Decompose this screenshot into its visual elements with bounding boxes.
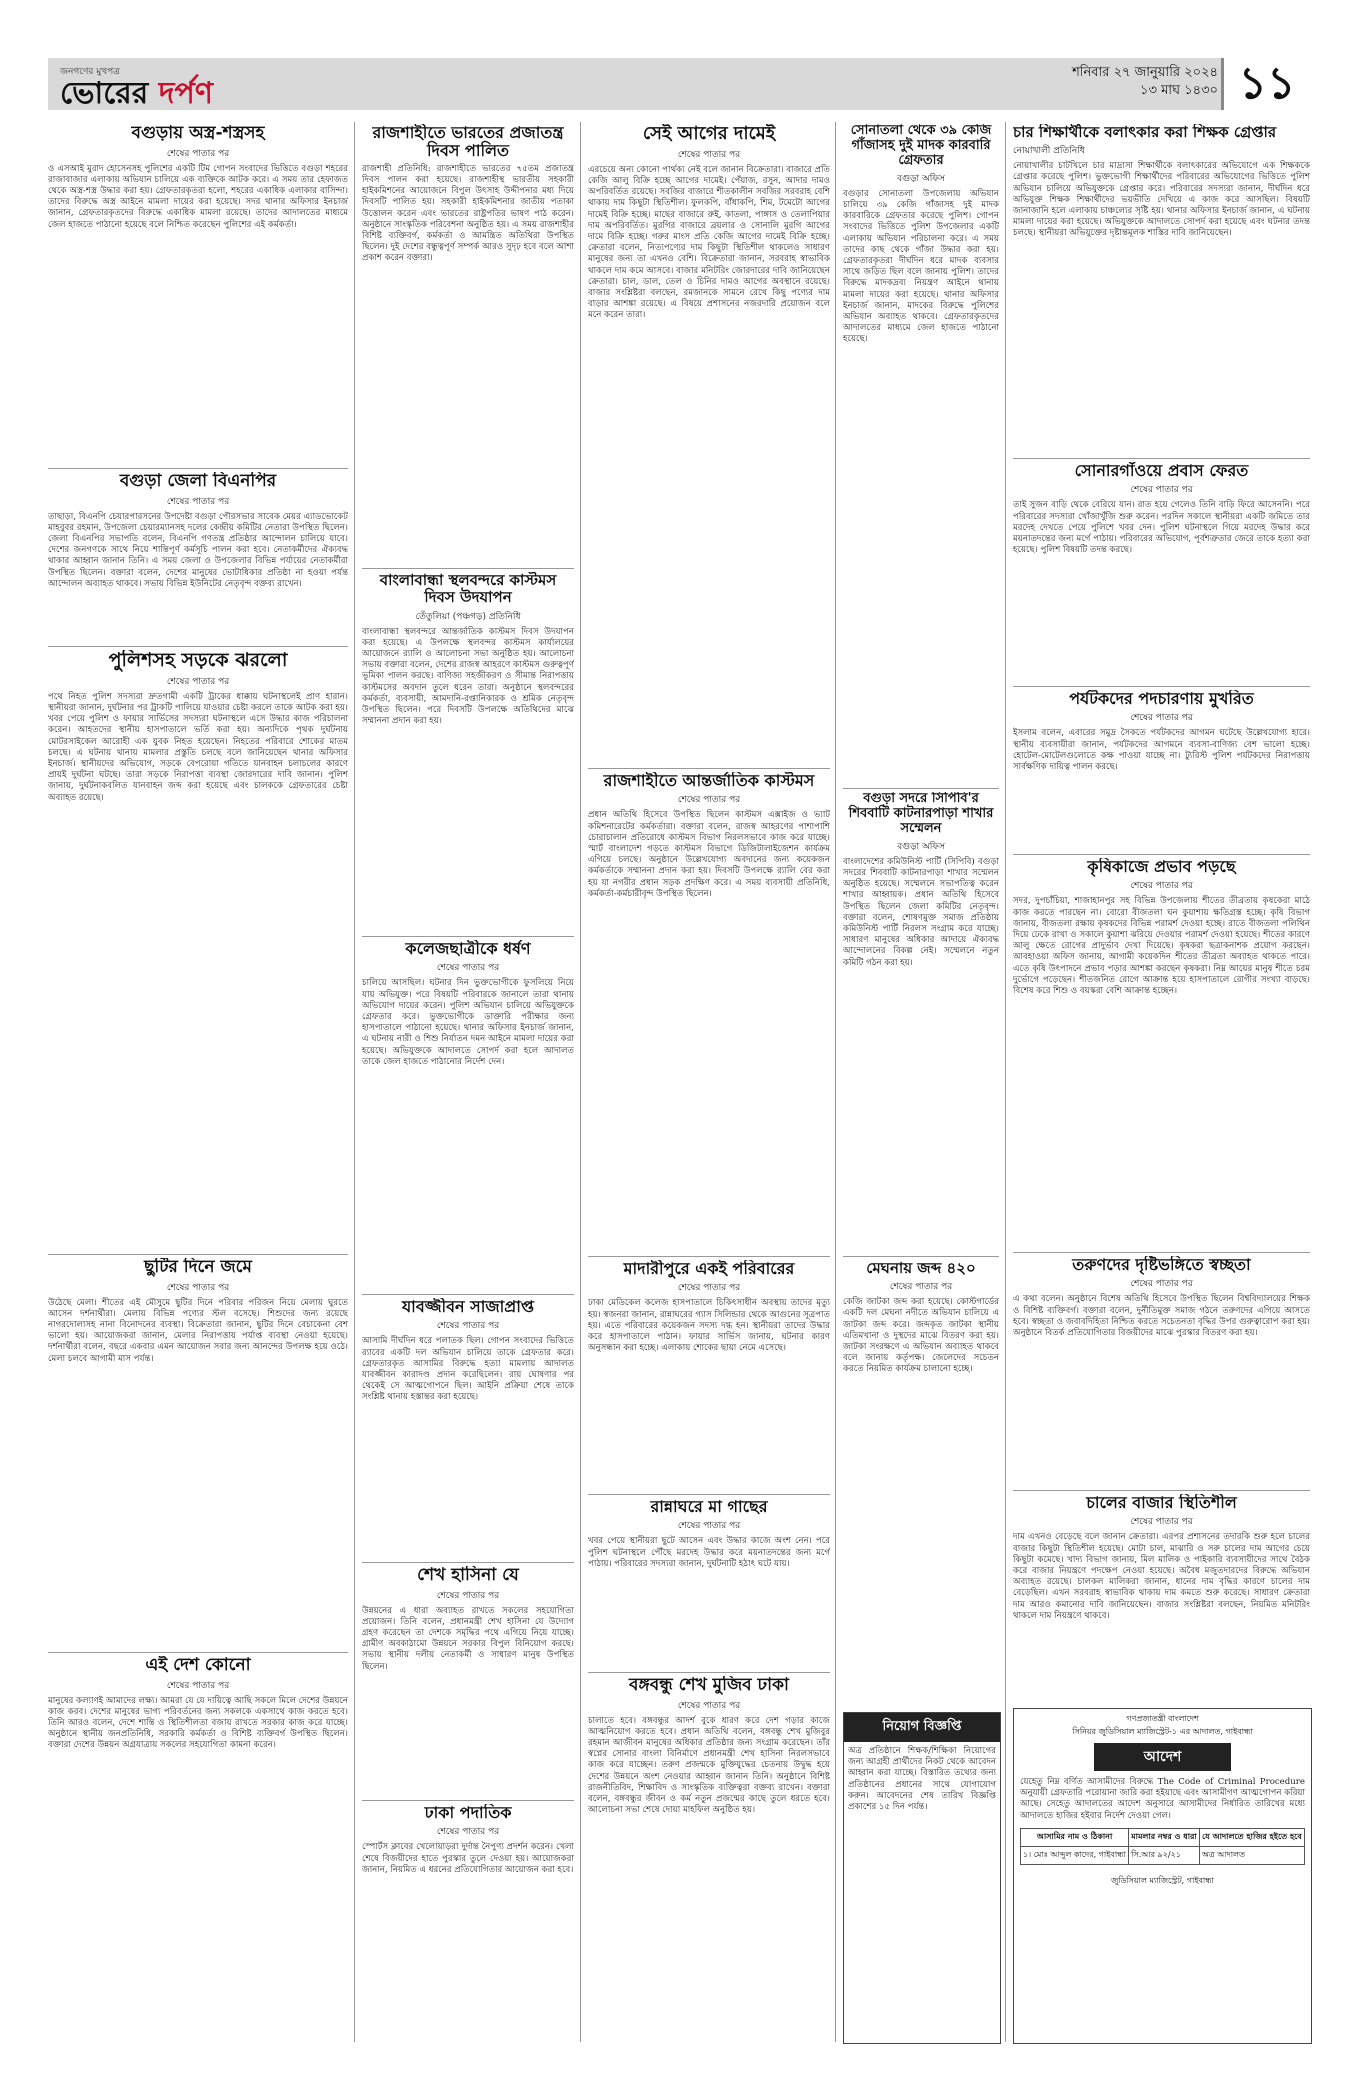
table-header: মামলার নম্বর ও ধারা bbox=[1129, 1828, 1200, 1846]
story-divider bbox=[588, 768, 830, 769]
story-divider bbox=[48, 646, 348, 647]
story-body: পথে নিহত পুলিশ সদস্যরা দ্রুতগামী একটি ট্রাকের ধাক্কায় ঘটনাস্থলেই প্রাণ হারান। স্থানীয়রা জানান, দুর্ঘটনার পর ট্রাকটি পালিয়ে যাওয়ার চেষ্টা করলে তাকে আটক করা হয়। খবর পেয়ে পুলিশ ও ফায়ার সার্ভিসের সদস্যরা ঘটনাস্থলে এসে উদ্ধার কাজ পরিচালনা করেন। আহতদের স্থানীয় হাসপাতালে ভর্তি করা হয়। অন্যদিকে পৃথক দুর্ঘটনায় মোটরসাইকেল আরোহী এক যুবক নিহত হয়েছেন। নিহতের পরিবারে শোকের মাতম চলছে। এ ঘটনায় থানায় মামলার প্রস্তুতি চলছে বলে জানিয়েছেন থানার অফিসার ইনচার্জ। স্থানীয়দের অভিযোগ, সড়কে বেপরোয়া গতিতে যানবাহন চলাচলের কারণে প্রায়ই দুর্ঘটনা ঘটছে। তারা সড়কে নিরাপত্তা ব্যবস্থা জোরদারের দাবি জানান। পুলিশ জানায়, দুর্ঘটনাকবলিত যানবাহন জব্দ করা হয়েছে এবং চালককে গ্রেফতারের চেষ্টা অব্যাহত রয়েছে। bbox=[48, 691, 348, 803]
story-life-sentence bbox=[362, 1298, 574, 1558]
story-body: ও এসআই মুরাদ হোসেনসহ পুলিশের একটি টিম গোপন সংবাদের ভিত্তিতে বগুড়া শহরের রাজাবাজার এলাকায় অভিযান চালিয়ে এক ব্যক্তিকে আটক করে। এ সময় তার হেফাজত থেকে অস্ত্র-শস্ত্র উদ্ধার করা হয়। গ্রেফতারকৃতরা হলো, শহরের একাধিক এলাকার বাসিন্দা। তাদের বিরুদ্ধে অস্ত্র আইনে মামলা দায়ের করা হয়েছে। সদর থানার অফিসার ইনচার্জ জানান, গ্রেফতারকৃতদের বিরুদ্ধে একাধিক মামলা রয়েছে। তাদের আদালতের মাধ্যমে জেল হাজতে পাঠানো হয়েছে বলে নিশ্চিত করেছেন পুলিশের এই কর্মকর্তা। bbox=[48, 163, 348, 230]
story-body: আসামি দীর্ঘদিন ধরে পলাতক ছিল। গোপন সংবাদের ভিত্তিতে র‍্যাবের একটি দল অভিযান চালিয়ে তাকে গ্রেফতার করে। গ্রেফতারকৃত আসামির বিরুদ্ধে হত্যা মামলায় আদালত যাবজ্জীবন কারাদণ্ড প্রদান করেছিলেন। রায় ঘোষণার পর থেকেই সে আত্মগোপনে ছিল। আইনি প্রক্রিয়া শেষে তাকে সংশ্লিষ্ট থানায় হস্তান্তর করা হয়েছে। bbox=[362, 1336, 574, 1403]
story-headline: বঙ্গবন্ধু শেখ মুজিব ঢাকা bbox=[629, 1676, 789, 1695]
story-body: মানুষের কল্যাণই আমাদের লক্ষ্য। আমরা যে যে দায়িত্বে আছি সকলে মিলে দেশের উন্নয়নে কাজ করব। দেশের মানুষের ভাগ্য পরিবর্তনের জন্য সকলকে একসাথে কাজ করতে হবে। তিনি আরও বলেন, দেশে শান্তি ও স্থিতিশীলতা বজায় রাখতে সরকার কাজ করে যাচ্ছে। অনুষ্ঠানে স্থানীয় জনপ্রতিনিধি, সরকারি কর্মকর্তা ও বিশিষ্ট ব্যক্তিবর্গ উপস্থিত ছিলেন। বক্তারা দেশের উন্নয়ন অগ্রযাত্রায় সকলের সহযোগিতা কামনা করেন। bbox=[48, 1695, 348, 1751]
story-divider bbox=[1013, 458, 1310, 459]
story-rajshahi-customs bbox=[588, 772, 830, 1252]
story-continued: শেষের পাতার পর bbox=[166, 148, 230, 159]
page-number: ১১ bbox=[1221, 58, 1310, 110]
column-rule bbox=[354, 122, 355, 2042]
story-continued: শেষের পাতার পর bbox=[166, 676, 230, 687]
story-continued: শেষের পাতার পর bbox=[889, 1282, 953, 1293]
story-continued: শেষের পাতার পর bbox=[1130, 1279, 1193, 1290]
story-continued: শেষের পাতার পর bbox=[677, 1283, 741, 1294]
story-body: বাংলাদেশের কমিউনিস্ট পার্টি (সিপিবি) বগুড়া সদরের শিববাটি কাটনারপাড়া শাখার সম্মেলন অনুষ্ঠিত হয়েছে। সম্মেলনে সভাপতিত্ব করেন শাখার আহ্বায়ক। প্রধান অতিথি হিসেবে উপস্থিত ছিলেন জেলা কমিটির নেতৃবৃন্দ। বক্তারা বলেন, শোষণমুক্ত সমাজ প্রতিষ্ঠায় কমিউনিস্ট পার্টি নিরলস সংগ্রাম করে যাচ্ছে। সাধারণ মানুষের অধিকার আদায়ে ঐক্যবদ্ধ আন্দোলনের বিকল্প নেই। সম্মেলনে নতুন কমিটি গঠন করা হয়। bbox=[843, 856, 999, 968]
masthead bbox=[48, 58, 1310, 110]
story-headline: চালের বাজার স্থিতিশীল bbox=[1086, 1494, 1237, 1512]
story-headline: রাজশাহীতে আন্তর্জাতিক কাস্টমস bbox=[603, 772, 815, 790]
story-continued: শেষের পাতার পর bbox=[436, 1321, 500, 1332]
job-notice bbox=[843, 1712, 1001, 2044]
story-headline: সেই আগের দামেই bbox=[642, 124, 776, 144]
court-order-table bbox=[1020, 1828, 1305, 1865]
story-agriculture bbox=[1013, 858, 1310, 1248]
logo-black: ভোরের bbox=[60, 76, 149, 111]
column-rule bbox=[1005, 122, 1006, 2042]
story-continued: শেষের পাতার পর bbox=[677, 1521, 741, 1532]
story-body: প্রধান অতিথি হিসেবে উপস্থিত ছিলেন কাস্টমস এক্সাইজ ও ভ্যাট কমিশনারেটের কর্মকর্তারা। বক্তারা বলেন, রাজস্ব আহরণের পাশাপাশি চোরাচালান প্রতিরোধে কাস্টমস বিভাগ নিরলসভাবে কাজ করে যাচ্ছে। স্মার্ট বাংলাদেশ গড়তে কাস্টমস বিভাগে ডিজিটালাইজেশন কার্যক্রম এগিয়ে চলছে। অনুষ্ঠানে উল্লেখযোগ্য অবদানের জন্য কয়েকজন কর্মকর্তাকে সম্মাননা প্রদান করা হয়। দিবসটি উপলক্ষে র‍্যালি বের করা হয় যা নগরীর প্রধান সড়ক প্রদক্ষিণ করে। এ সময় ব্যবসায়ী প্রতিনিধি, কর্মকর্তা-কর্মচারীবৃন্দ উপস্থিত ছিলেন। bbox=[588, 810, 830, 899]
story-divider bbox=[48, 1652, 348, 1653]
court-order-notice bbox=[1013, 1708, 1312, 2044]
story-continued: শেষের পাতার পর bbox=[166, 1282, 230, 1293]
story-continued: শেষের পাতার পর bbox=[677, 149, 741, 160]
story-headline: বাংলাবান্ধা স্থলবন্দরে কাস্টমস দিবস উদযাপন bbox=[379, 572, 557, 607]
story-body: সদর, দুপচাঁচিয়া, শাজাহানপুর সহ বিভিন্ন উপজেলায় শীতের তীব্রতায় কৃষকেরা মাঠে কাজ করতে পারছেন না। বোরো বীজতলা ঘন কুয়াশায় ক্ষতিগ্রস্ত হচ্ছে। কৃষি বিভাগ জানায়, বীজতলা রক্ষায় কৃষকদের বিভিন্ন পরামর্শ দেওয়া হচ্ছে। রাতে বীজতলা পলিথিন দিয়ে ঢেকে রাখা ও সকালে কুয়াশা ঝরিয়ে দেওয়ার পরামর্শ দেওয়া হয়েছে। শীতের কারণে আলু ক্ষেতে রোগের প্রাদুর্ভাব দেখা দিয়েছে। কৃষকরা ছত্রাকনাশক প্রয়োগ করছেন। আবহাওয়া অফিস জানায়, আগামী কয়েকদিন শীতের তীব্রতা অব্যাহত থাকতে পারে। এতে কৃষি উৎপাদনে প্রভাব পড়ার আশঙ্কা করছেন কৃষকরা। নিম্ন আয়ের মানুষ শীতে চরম দুর্ভোগে পড়েছেন। শীতজনিত রোগে আক্রান্ত হয়ে হাসপাতালে রোগীর সংখ্যা বাড়ছে। বিশেষ করে শিশু ও বয়স্করা বেশি আক্রান্ত হচ্ছেন। bbox=[1013, 896, 1310, 997]
logo-tagline: জনগণের মুখপত্র bbox=[60, 67, 120, 77]
story-body: এরচেয়ে অন্য কোনো পার্থক্য নেই বলে জানান বিক্রেতারা। বাজারে প্রতি কেজি আলু বিক্রি হচ্ছে আগের দামেই। পেঁয়াজ, রসুন, আদার দামও অপরিবর্তিত রয়েছে। সবজির বাজারে শীতকালীন সবজির সরবরাহ বেশি থাকায় দাম কিছুটা স্থিতিশীল। ফুলকপি, বাঁধাকপি, শিম, টমেটো আগের দামেই বিক্রি হচ্ছে। মাছের বাজারে রুই, কাতলা, পাঙ্গাস ও তেলাপিয়ার দাম অপরিবর্তিত। মুরগির বাজারে ব্রয়লার ও সোনালি মুরগি আগের দামে বিক্রি হচ্ছে। গরুর মাংস প্রতি কেজি আগের দামেই বিক্রি হচ্ছে। ক্রেতারা বলেন, নিত্যপণ্যের দাম কিছুটা স্থিতিশীল থাকলেও সাধারণ মানুষের জন্য তা এখনও বেশি। বিক্রেতারা জানান, সরবরাহ স্বাভাবিক থাকলে দাম কমে আসবে। বাজার মনিটরিং জোরদারের দাবি জানিয়েছেন ক্রেতারা। চাল, ডাল, তেল ও চিনির দামও আগের অবস্থানে রয়েছে। বাজার সংশ্লিষ্টরা বলছেন, রমজানকে সামনে রেখে কিছু পণ্যের দাম বাড়ার আশঙ্কা রয়েছে। এ বিষয়ে প্রশাসনের নজরদারি প্রয়োজন বলে মনে করেন তারা। bbox=[588, 164, 830, 321]
story-body: কেজি জাটকা জব্দ করা হয়েছে। কোস্টগার্ডের একটি দল মেঘনা নদীতে অভিযান চালিয়ে এ জাটকা জব্দ করে। জব্দকৃত জাটকা স্থানীয় এতিমখানা ও দুস্থদের মাঝে বিতরণ করা হয়। জাটকা সংরক্ষণে এ অভিযান অব্যাহত থাকবে বলে জানায় কর্তৃপক্ষ। জেলেদের সচেতন করতে নিয়মিত কার্যক্রম চালানো হচ্ছে। bbox=[843, 1297, 999, 1375]
story-divider bbox=[843, 788, 999, 789]
story-body: খবর পেয়ে স্থানীয়রা ছুটে আসেন এবং উদ্ধার কাজে অংশ নেন। পরে পুলিশ ঘটনাস্থলে পৌঁছে মরদেহ উদ্ধার করে ময়নাতদন্তের জন্য মর্গে পাঠায়। পরিবারের সদস্যরা জানান, দুর্ঘটনাটি হঠাৎ ঘটে যায়। bbox=[588, 1536, 830, 1569]
story-headline: কলেজছাত্রীকে ধর্ষণ bbox=[405, 940, 531, 958]
table-row bbox=[1021, 1846, 1305, 1864]
story-body: স্পোর্টস ক্লাবের খেলোয়াড়রা দুর্দান্ত নৈপুণ্য প্রদর্শন করেন। খেলা শেষে বিজয়ীদের হাতে পুরস্কার তুলে দেওয়া হয়। আয়োজকরা জানান, নিয়মিত এ ধরনের প্রতিযোগিতার আয়োজন করা হবে। bbox=[362, 1842, 574, 1875]
story-headline: যাবজ্জীবন সাজাপ্রাপ্ত bbox=[401, 1298, 535, 1316]
story-headline: তরুণদের দৃষ্টিভঙ্গিতে স্বচ্ছতা bbox=[1072, 1256, 1251, 1274]
date-bengali: ১৩ মাঘ ১৪৩০ bbox=[1140, 83, 1218, 98]
logo-text bbox=[60, 76, 214, 111]
story-divider bbox=[362, 568, 574, 569]
story-divider bbox=[1013, 1252, 1310, 1253]
story-headline: মেঘনায় জব্দ ৪২০ bbox=[866, 1260, 976, 1277]
story-headline: রাজশাহীতে ভারতের প্রজাতন্ত্র দিবস পালিত bbox=[372, 124, 564, 161]
story-headline: ঢাকা পদাতিক bbox=[424, 1804, 512, 1822]
story-teacher-arrested bbox=[1013, 124, 1310, 454]
newspaper-logo bbox=[60, 64, 214, 111]
story-continued: শেষের পাতার পর bbox=[166, 496, 230, 507]
story-headline: রান্নাঘরে মা গাছের bbox=[650, 1498, 768, 1516]
story-bogura-arms bbox=[48, 124, 348, 464]
story-sheikh-hasina bbox=[362, 1566, 574, 1796]
story-body: উঠেছে মেলা। শীতের এই মৌসুমে ছুটির দিনে পরিবার পরিজন নিয়ে মেলায় ঘুরতে আসেন দর্শনার্থীরা। মেলায় বিভিন্ন পণ্যের স্টল বসেছে। শিশুদের জন্য রয়েছে নাগরদোলাসহ নানা বিনোদনের ব্যবস্থা। বিক্রেতারা জানান, ছুটির দিনে বেচাকেনা বেশ ভালো হয়। আয়োজকরা জানান, মেলার নিরাপত্তায় পর্যাপ্ত ব্যবস্থা নেওয়া হয়েছে। দর্শনার্থীরা বলেন, বছরে একবার এমন আয়োজন সবার জন্য আনন্দের উপলক্ষ হয়ে ওঠে। মেলা চলবে আগামী মাস পর্যন্ত। bbox=[48, 1297, 348, 1364]
court-name: সিনিয়র জুডিসিয়াল ম্যাজিস্ট্রেট-১ এর আদালত, গাইবান্ধা bbox=[1072, 1727, 1253, 1736]
story-continued: বগুড়া অফিস bbox=[897, 173, 945, 184]
logo-red: দর্পণ bbox=[148, 76, 214, 111]
story-continued: শেষের পাতার পর bbox=[1130, 485, 1193, 496]
story-divider bbox=[588, 1672, 830, 1673]
story-rice-market bbox=[1013, 1494, 1310, 1694]
story-headline: কৃষিকাজে প্রভাব পড়ছে bbox=[1087, 858, 1236, 876]
story-divider bbox=[48, 468, 348, 469]
story-divider bbox=[362, 1800, 574, 1801]
story-body: বগুড়ার সোনাতলা উপজেলায় অভিযান চালিয়ে ৩৯ কেজি গাঁজাসহ দুই মাদক কারবারিকে গ্রেফতার করেছে পুলিশ। গোপন সংবাদের ভিত্তিতে পুলিশ উপজেলার একটি এলাকায় অভিযান পরিচালনা করে। এ সময় তাদের কাছ থেকে গাঁজা উদ্ধার করা হয়। গ্রেফতারকৃতরা দীর্ঘদিন ধরে মাদক ব্যবসার সাথে জড়িত ছিল বলে জানায় পুলিশ। তাদের বিরুদ্ধে মাদকদ্রব্য নিয়ন্ত্রণ আইনে থানায় মামলা দায়ের করা হয়েছে। থানার অফিসার ইনচার্জ জানান, মাদকের বিরুদ্ধে পুলিশের অভিযান অব্যাহত থাকবে। গ্রেফতারকৃতদের আদালতের মাধ্যমে জেল হাজতে পাঠানো হয়েছে। bbox=[843, 188, 999, 345]
story-body: রাজশাহী প্রতিনিধি: রাজশাহীতে ভারতের ৭৫তম প্রজাতন্ত্র দিবস পালন করা হয়েছে। রাজশাহীস্থ ভারতীয় সহকারী হাইকমিশনের আয়োজনে বিপুল উৎসাহ উদ্দীপনার মধ্য দিয়ে দিবসটি পালিত হয়। সহকারী হাইকমিশনার জাতীয় পতাকা উত্তোলন করেন এবং ভারতের রাষ্ট্রপতির ভাষণ পাঠ করেন। অনুষ্ঠানে সাংস্কৃতিক পরিবেশনা অনুষ্ঠিত হয়। এ সময় রাজশাহীর বিশিষ্ট ব্যক্তিবর্গ, কর্মকর্তা ও আমন্ত্রিত অতিথিরা উপস্থিত ছিলেন। দুই দেশের বন্ধুত্বপূর্ণ সম্পর্ক আরও সুদৃঢ় হবে বলে আশা প্রকাশ করেন বক্তারা। bbox=[362, 163, 574, 264]
story-sonargaon bbox=[1013, 462, 1310, 682]
story-holiday bbox=[48, 1258, 348, 1648]
story-divider bbox=[362, 936, 574, 937]
story-headline: শেখ হাসিনা যে bbox=[417, 1566, 519, 1585]
story-headline: চার শিক্ষার্থীকে বলাৎকার করা শিক্ষক গ্রেপ্তার bbox=[1013, 124, 1277, 141]
story-headline: এই দেশ কোনো bbox=[145, 1656, 251, 1675]
story-continued: নোয়াখালী প্রতিনিধি bbox=[1013, 146, 1085, 157]
story-headline: পর্যটকদের পদচারণায় মুখরিত bbox=[1069, 690, 1254, 708]
story-body: বাংলাবান্ধা স্থলবন্দরে আন্তর্জাতিক কাস্টমস দিবস উদযাপন করা হয়েছে। এ উপলক্ষে স্থলবন্দর কাস্টমস কার্যালয়ের আয়োজনে র‍্যালি ও আলোচনা সভা অনুষ্ঠিত হয়। আলোচনা সভায় বক্তারা বলেন, দেশের রাজস্ব আহরণে কাস্টমস গুরুত্বপূর্ণ ভূমিকা পালন করছে। বাণিজ্য সহজীকরণ ও সীমান্ত নিরাপত্তায় কাস্টমসের অবদান তুলে ধরেন তারা। অনুষ্ঠানে স্থলবন্দরের কর্মকর্তা, ব্যবসায়ী, আমদানি-রপ্তানিকারক ও শ্রমিক নেতৃবৃন্দ উপস্থিত ছিলেন। পরে দিবসটি উপলক্ষে অতিথিদের মাঝে সম্মাননা প্রদান করা হয়। bbox=[362, 626, 574, 727]
story-bogura-bnp bbox=[48, 472, 348, 642]
story-continued: শেষের পাতার পর bbox=[166, 1680, 230, 1691]
story-continued: শেষের পাতার পর bbox=[436, 1827, 500, 1838]
story-sonatala-ganja bbox=[843, 124, 999, 784]
story-headline: মাদারীপুরে একই পরিবারের bbox=[623, 1260, 795, 1278]
story-divider bbox=[48, 1254, 348, 1255]
story-continued: শেষের পাতার পর bbox=[1130, 1517, 1193, 1528]
story-body: উন্নয়নের এ ধারা অব্যাহত রাখতে সকলের সহযোগিতা প্রয়োজন। তিনি বলেন, প্রধানমন্ত্রী শেখ হাসিনা যে উদ্যোগ গ্রহণ করেছেন তা দেশকে সমৃদ্ধির পথে এগিয়ে নিয়ে যাচ্ছে। গ্রামীণ অবকাঠামো উন্নয়নে সরকার বিপুল বিনিয়োগ করছে। সভায় স্থানীয় দলীয় নেতাকর্মী ও সাধারণ মানুষ উপস্থিত ছিলেন। bbox=[362, 1605, 574, 1672]
issue-date bbox=[1072, 64, 1218, 100]
story-madaripur bbox=[588, 1260, 830, 1490]
table-header: যে আদালতে হাজির হইতে হবে bbox=[1199, 1828, 1304, 1846]
story-divider bbox=[1013, 686, 1310, 687]
story-body: চালাতে হবে। বঙ্গবন্ধুর আদর্শ বুকে ধারণ করে দেশ গড়ার কাজে আত্মনিয়োগ করতে হবে। প্রধান অতিথি বলেন, বঙ্গবন্ধু শেখ মুজিবুর রহমান আজীবন মানুষের অধিকার প্রতিষ্ঠার জন্য সংগ্রাম করেছেন। তাঁর স্বপ্নের সোনার বাংলা বিনির্মাণে প্রধানমন্ত্রী শেখ হাসিনা নিরলসভাবে কাজ করে যাচ্ছেন। তরুণ প্রজন্মকে মুক্তিযুদ্ধের চেতনায় উদ্বুদ্ধ হয়ে দেশের উন্নয়নে অংশ নেওয়ার আহ্বান জানান তিনি। অনুষ্ঠানে বিশিষ্ট রাজনীতিবিদ, শিক্ষাবিদ ও সাংস্কৃতিক ব্যক্তিত্বরা বক্তব্য রাখেন। বক্তারা বলেন, বঙ্গবন্ধুর জীবন ও কর্ম নতুন প্রজন্মের কাছে তুলে ধরতে হবে। আলোচনা সভা শেষে দোয়া মাহফিল অনুষ্ঠিত হয়। bbox=[588, 1715, 830, 1816]
story-continued: শেষের পাতার পর bbox=[677, 795, 741, 806]
story-meghna bbox=[843, 1260, 999, 1700]
story-continued: শেষের পাতার পর bbox=[1130, 881, 1193, 892]
story-continued: শেষের পাতার পর bbox=[677, 1700, 741, 1711]
story-continued: বগুড়া অফিস bbox=[897, 841, 945, 852]
job-notice-body: অত্র প্রতিষ্ঠানে শিক্ষক/শিক্ষিকা নিয়োগের জন্য আগ্রহী প্রার্থীদের নিকট থেকে আবেদন আহ্বান করা যাচ্ছে। বিস্তারিত তথ্যের জন্য প্রতিষ্ঠানের প্রধানের সাথে যোগাযোগ করুন। আবেদনের শেষ তারিখ বিজ্ঞপ্তি প্রকাশের ১৫ দিন পর্যন্ত। bbox=[848, 1746, 996, 1813]
story-continued: শেষের পাতার পর bbox=[436, 1590, 500, 1601]
story-continued: তেঁতুলিয়া (পঞ্চগড়) প্রতিনিধি bbox=[415, 611, 521, 622]
story-continued: শেষের পাতার পর bbox=[436, 963, 500, 974]
story-body: এ কথা বলেন। অনুষ্ঠানে বিশেষ অতিথি হিসেবে উপস্থিত ছিলেন বিশ্ববিদ্যালয়ের শিক্ষক ও বিশিষ্ট ব্যক্তিবর্গ। বক্তারা বলেন, দুর্নীতিমুক্ত সমাজ গঠনে তরুণদের এগিয়ে আসতে হবে। স্বচ্ছতা ও জবাবদিহিতা নিশ্চিত করতে সচেতনতা বৃদ্ধির উপর গুরুত্বারোপ করা হয়। অনুষ্ঠানে বিতর্ক প্রতিযোগিতার বিজয়ীদের মাঝে পুরস্কার বিতরণ করা হয়। bbox=[1013, 1294, 1310, 1338]
date-gregorian: শনিবার ২৭ জানুয়ারি ২০২৪ bbox=[1072, 65, 1218, 80]
story-headline: পুলিশসহ সড়কে ঝরলো bbox=[108, 650, 288, 671]
story-headline: ছুটির দিনে জমে bbox=[144, 1258, 252, 1277]
court-order-title: আদেশ bbox=[1094, 1743, 1231, 1771]
story-body: চালিয়ে আসছিল। ঘটনার দিন ভুক্তভোগীকে ফুসলিয়ে নিয়ে যায় অভিযুক্ত। পরে বিষয়টি পরিবারকে জানালে তারা থানায় অভিযোগ দায়ের করেন। পুলিশ অভিযান চালিয়ে অভিযুক্তকে গ্রেফতার করে। ভুক্তভোগীকে ডাক্তারি পরীক্ষার জন্য হাসপাতালে পাঠানো হয়েছে। থানার অফিসার ইনচার্জ জানান, এ ঘটনায় নারী ও শিশু নির্যাতন দমন আইনে মামলা দায়ের করা হয়েছে। অভিযুক্তকে আদালতে সোপর্দ করা হলে আদালত তাকে জেল হাজতে পাঠানোর নির্দেশ দেন। bbox=[362, 978, 574, 1067]
table-cell: সি.আর ৯২/২১ bbox=[1129, 1846, 1200, 1864]
story-headline: সোনাতলা থেকে ৩৯ কেজি গাঁজাসহ দুই মাদক কারবারি গ্রেফতার bbox=[850, 124, 992, 168]
story-rajshahi-india bbox=[362, 124, 574, 564]
story-divider bbox=[362, 1294, 574, 1295]
story-youth-transparency bbox=[1013, 1256, 1310, 1486]
story-bangabandhu bbox=[588, 1676, 830, 2042]
column-rule bbox=[580, 122, 581, 2042]
court-signature: জুডিসিয়াল ম্যাজিস্ট্রেট, গাইবান্ধা bbox=[1111, 1875, 1214, 1885]
story-divider bbox=[362, 1562, 574, 1563]
table-cell: অত্র আদালত bbox=[1199, 1846, 1304, 1864]
story-divider bbox=[843, 1256, 999, 1257]
story-banglabandha-customs bbox=[362, 572, 574, 932]
table-header: আসামির নাম ও ঠিকানা bbox=[1021, 1828, 1129, 1846]
story-continued: শেষের পাতার পর bbox=[1130, 713, 1193, 724]
court-order-body: যেহেতু নিম্ন বর্ণিত আসামীদের বিরুদ্ধে The Code of Criminal Procedure অনুযায়ী গ্রেফতারি পরোয়ানা জারি করা হইয়াছে এবং আসামীগণ আত্মগোপন করিয়া আছে। সেহেতু আদালতের আদেশ অনুসারে আসামীদের নির্ধারিত তারিখের মধ্যে আদালতে হাজির হইবার নির্দেশ দেওয়া গেল। bbox=[1020, 1777, 1305, 1821]
story-divider bbox=[1013, 854, 1310, 855]
story-body: তাই সুজন বাড়ি থেকে বেরিয়ে যান। রাত হয়ে গেলেও তিনি বাড়ি ফিরে আসেননি। পরে পরিবারের সদস্যরা খোঁজাখুঁজি শুরু করেন। পরদিন সকালে স্থানীয়রা একটি জমিতে তার মরদেহ দেখতে পেয়ে পুলিশে খবর দেন। পুলিশ ঘটনাস্থলে গিয়ে মরদেহ উদ্ধার করে ময়নাতদন্তের জন্য মর্গে পাঠায়। পরিবারের অভিযোগ, পূর্বশত্রুতার জেরে তাকে হত্যা করা হয়েছে। পুলিশ বিষয়টি তদন্ত করছে। bbox=[1013, 500, 1310, 556]
story-body: ইসলাম বলেন, এবারের সমুদ্র সৈকতে পর্যটকদের আগমন ঘটেছে উল্লেখযোগ্য হারে। স্থানীয় ব্যবসায়ীরা জানান, পর্যটকদের আগমনে ব্যবসা-বাণিজ্য বেশ ভালো হচ্ছে। হোটেল-মোটেলগুলোতে কক্ষ পাওয়া যাচ্ছে না। ট্যুরিস্ট পুলিশ পর্যটকদের নিরাপত্তায় সার্বক্ষণিক দায়িত্ব পালন করছে। bbox=[1013, 728, 1310, 772]
story-body: ঢাকা মেডিকেল কলেজ হাসপাতালে চিকিৎসাধীন অবস্থায় তাদের মৃত্যু হয়। স্বজনরা জানান, রান্নাঘরের গ্যাস সিলিন্ডার থেকে আগুনের সূত্রপাত হয়। এতে পরিবারের কয়েকজন সদস্য দগ্ধ হন। স্থানীয়রা তাদের উদ্ধার করে হাসপাতালে পাঠান। ফায়ার সার্ভিস জানায়, ঘটনার কারণ অনুসন্ধান করা হচ্ছে। এলাকায় শোকের ছায়া নেমে এসেছে। bbox=[588, 1298, 830, 1354]
story-cpb-conference bbox=[843, 792, 999, 1252]
story-headline: সোনারগাঁওয়ে প্রবাস ফেরত bbox=[1074, 462, 1249, 480]
story-tourists bbox=[1013, 690, 1310, 850]
story-same-price bbox=[588, 124, 830, 764]
story-body: দাম এখনও বেড়েছে বলে জানান ক্রেতারা। এরপর প্রশাসনের তদারকি শুরু হলে চালের বাজার কিছুটা স্থিতিশীল হয়েছে। মোটা চাল, মাঝারি ও সরু চালের দাম আগের চেয়ে কিছুটা কমেছে। খাদ্য বিভাগ জানায়, মিল মালিক ও পাইকারি ব্যবসায়ীদের সাথে বৈঠক করে বাজার নিয়ন্ত্রণে পদক্ষেপ নেওয়া হয়েছে। অবৈধ মজুতদারদের বিরুদ্ধে অভিযান অব্যাহত রয়েছে। চালকল মালিকরা জানান, ধানের দাম বৃদ্ধির কারণে চালের দাম বেড়েছিল। এখন সরবরাহ স্বাভাবিক থাকায় দাম কমতে শুরু করেছে। সাধারণ ক্রেতারা দাম আরও কমানোর দাবি জানিয়েছেন। বাজার সংশ্লিষ্টরা বলছেন, নিয়মিত মনিটরিং থাকলে দাম নিয়ন্ত্রণে থাকবে। bbox=[1013, 1532, 1310, 1621]
table-cell: ১। মোঃ আব্দুল কাদের, গাইবান্ধা bbox=[1021, 1846, 1129, 1864]
column-rule bbox=[835, 122, 836, 2042]
story-police-road bbox=[48, 650, 348, 1250]
story-body: নোয়াখালীর চাটখিলে চার মাদ্রাসা শিক্ষার্থীকে বলাৎকারের অভিযোগে এক শিক্ষককে গ্রেপ্তার করেছে পুলিশ। ভুক্তভোগী শিক্ষার্থীদের পরিবারের অভিযোগের ভিত্তিতে পুলিশ অভিযান চালিয়ে অভিযুক্তকে গ্রেপ্তার করে। পরিবারের সদস্যরা জানান, দীর্ঘদিন ধরে অভিযুক্ত শিক্ষক শিক্ষার্থীদের ভয়ভীতি দেখিয়ে এ কাজ করে আসছিল। বিষয়টি জানাজানি হলে এলাকায় চাঞ্চল্যের সৃষ্টি হয়। থানার অফিসার ইনচার্জ জানান, এ ঘটনায় মামলা দায়ের করা হয়েছে। অভিযুক্তকে আদালতে সোপর্দ করা হয়েছে এবং ঘটনার তদন্ত চলছে। স্থানীয়রা অভিযুক্তের দৃষ্টান্তমূলক শাস্তির দাবি জানিয়েছেন। bbox=[1013, 161, 1310, 239]
court-header: গণপ্রজাতন্ত্রী বাংলাদেশ bbox=[1126, 1714, 1199, 1723]
story-divider bbox=[1013, 1490, 1310, 1491]
story-divider bbox=[588, 1256, 830, 1257]
story-college-student bbox=[362, 940, 574, 1290]
story-dhaka-padatik bbox=[362, 1804, 574, 2042]
story-headline: বগুড়ায় অস্ত্র-শস্ত্রসহ bbox=[131, 124, 265, 143]
story-body: তাছাড়া, বিএনপি চেয়ারপারসনের উপদেষ্টা বগুড়া পৌরসভার সাবেক মেয়র এ্যাডভোকেট মাহবুবর রহমান, উপজেলা চেয়ারম্যানসহ দলের কেন্দ্রীয় কমিটির নেতারা উপস্থিত ছিলেন। জেলা বিএনপির সভাপতি বলেন, বিএনপি গণতন্ত্র প্রতিষ্ঠার আন্দোলন চালিয়ে যাবে। দেশের জনগণকে সাথে নিয়ে শান্তিপূর্ণ কর্মসূচি পালন করা হবে। নেতাকর্মীদের ঐক্যবদ্ধ থাকার আহ্বান জানান তিনি। এ সময় জেলা ও উপজেলার বিভিন্ন পর্যায়ের নেতাকর্মীরা উপস্থিত ছিলেন। বক্তারা বলেন, দেশের মানুষের ভোটাধিকার প্রতিষ্ঠা না হওয়া পর্যন্ত আন্দোলন অব্যাহত থাকবে। সভায় বিভিন্ন ইউনিটের নেতৃবৃন্দ বক্তব্য রাখেন। bbox=[48, 511, 348, 589]
story-kitchen-tree bbox=[588, 1498, 830, 1668]
job-notice-title: নিয়োগ বিজ্ঞপ্তি bbox=[844, 1713, 1000, 1742]
story-headline: বগুড়া জেলা বিএনপির bbox=[119, 472, 277, 491]
story-this-country bbox=[48, 1656, 348, 2042]
story-headline: বগুড়া সদরে সিপিবি'র শিববাটি কাটনারপাড়া শাখার সম্মেলন bbox=[848, 792, 994, 836]
story-divider bbox=[588, 1494, 830, 1495]
